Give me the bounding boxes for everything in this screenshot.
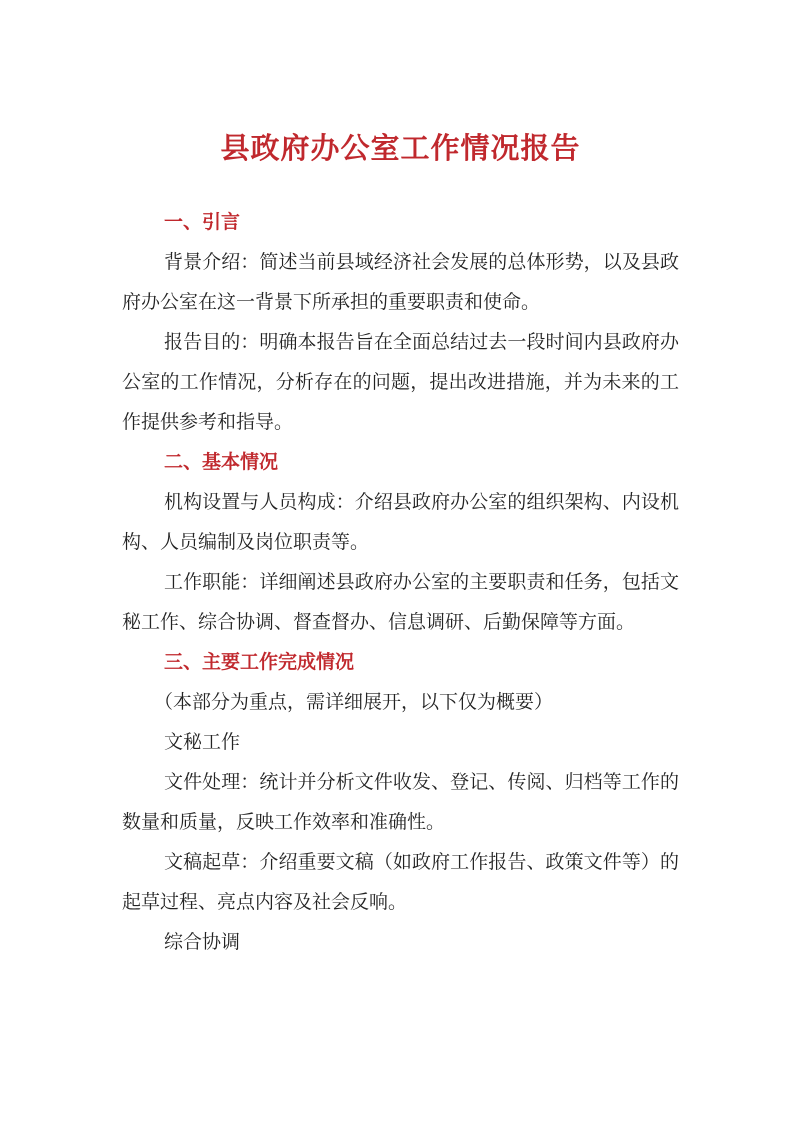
subheading-secretarial: 文秘工作	[164, 731, 241, 753]
paragraph-organization: 机构设置与人员构成：介绍县政府办公室的组织架构、内设机构、人员编制及岗位职责等。	[122, 491, 679, 553]
section-note: （本部分为重点，需详细展开，以下仅为概要）	[154, 691, 554, 713]
paragraph-functions: 工作职能：详细阐述县政府办公室的主要职责和任务，包括文秘工作、综合协调、督查督办、信息调研、后勤保障等方面。	[122, 571, 679, 633]
paragraph-background: 背景介绍：简述当前县域经济社会发展的总体形势，以及县政府办公室在这一背景下所承担的重要职责和使命。	[122, 251, 679, 313]
section-heading-intro: 一、引言	[164, 211, 241, 233]
section-heading-main-work: 三、主要工作完成情况	[164, 651, 355, 673]
subheading-coordination: 综合协调	[164, 931, 241, 953]
paragraph-drafting: 文稿起草：介绍重要文稿（如政府工作报告、政策文件等）的起草过程、亮点内容及社会反响。	[122, 851, 679, 913]
document-title: 县政府办公室工作情况报告	[220, 131, 581, 165]
paragraph-purpose: 报告目的：明确本报告旨在全面总结过去一段时间内县政府办公室的工作情况，分析存在的问题，提出改进措施，并为未来的工作提供参考和指导。	[122, 331, 679, 433]
section-heading-basic: 二、基本情况	[164, 451, 279, 473]
paragraph-file-handling: 文件处理：统计并分析文件收发、登记、传阅、归档等工作的数量和质量，反映工作效率和准确性。	[122, 771, 679, 833]
